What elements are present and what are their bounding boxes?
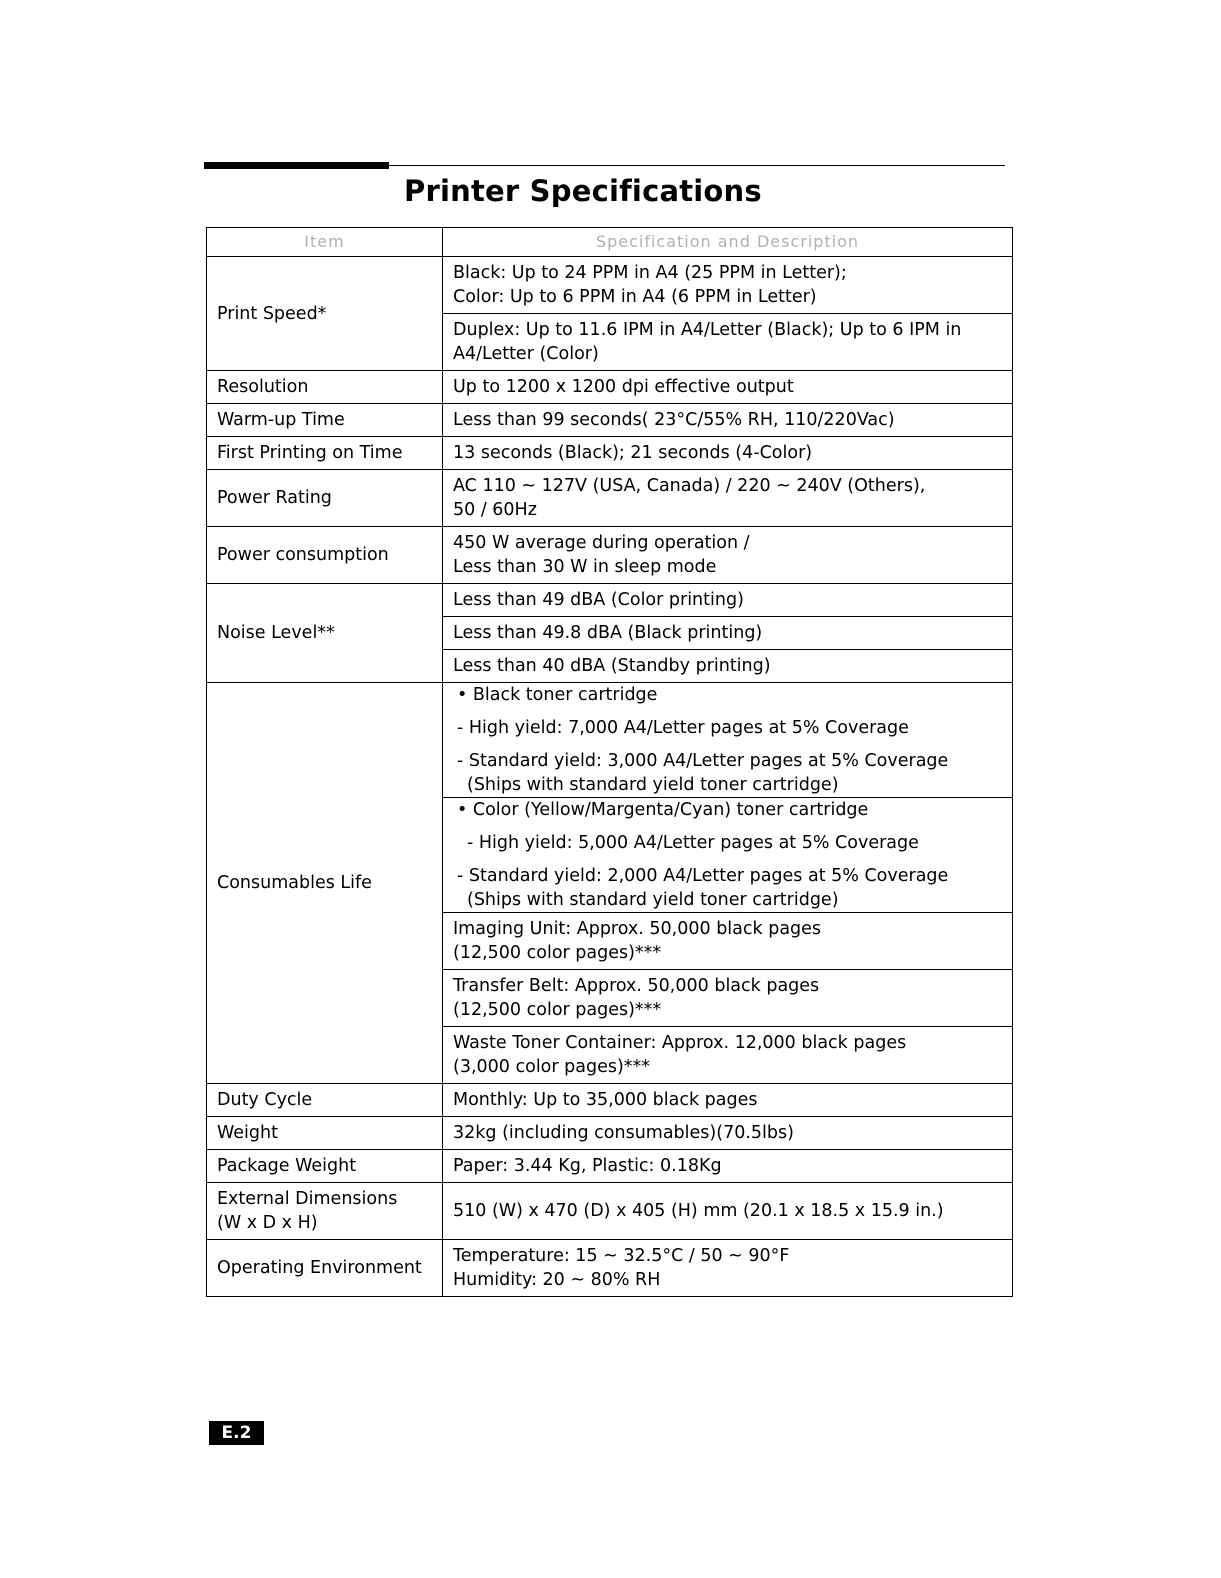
table-row (207, 1150, 1013, 1183)
noise-level-spec-black: Less than 49.8 dBA (Black printing) (443, 617, 1013, 650)
row-label-package-weight: Package Weight (207, 1150, 443, 1183)
row-label-weight: Weight (207, 1117, 443, 1150)
page-title: Printer Specifications (404, 174, 762, 208)
row-label-external-dimensions: External Dimensions (W x D x H) (207, 1183, 443, 1240)
resolution-spec: Up to 1200 x 1200 dpi effective output (443, 371, 1013, 404)
consumables-black-toner: • Black toner cartridge - High yield: 7,000 A4/Letter pages at 5% Coverage - Standard yield: 3,000 A4/Letter pages at 5% Coverage (Ships with standard yield toner cartridge) (443, 683, 1013, 798)
consumables-waste-toner: Waste Toner Container: Approx. 12,000 black pages (3,000 color pages)*** (443, 1027, 1013, 1084)
table-row (207, 1240, 1013, 1297)
table-row (207, 1084, 1013, 1117)
row-label-noise-level: Noise Level** (207, 584, 443, 683)
operating-environment-spec: Temperature: 15 ~ 32.5°C / 50 ~ 90°F Humidity: 20 ~ 80% RH (443, 1240, 1013, 1297)
row-label-print-speed: Print Speed* (207, 257, 443, 371)
table-row (207, 404, 1013, 437)
row-label-first-printing: First Printing on Time (207, 437, 443, 470)
consumables-color-toner: • Color (Yellow/Margenta/Cyan) toner cartridge - High yield: 5,000 A4/Letter pages at 5% Coverage - Standard yield: 2,000 A4/Letter pages at 5% Coverage (Ships with standard yield toner cartridge) (443, 798, 1013, 913)
noise-level-spec-color: Less than 49 dBA (Color printing) (443, 584, 1013, 617)
noise-level-spec-standby: Less than 40 dBA (Standby printing) (443, 650, 1013, 683)
table-row (207, 527, 1013, 584)
row-label-warmup-time: Warm-up Time (207, 404, 443, 437)
warmup-time-spec: Less than 99 seconds( 23°C/55% RH, 110/220Vac) (443, 404, 1013, 437)
row-label-operating-environment: Operating Environment (207, 1240, 443, 1297)
consumables-imaging-unit: Imaging Unit: Approx. 50,000 black pages (12,500 color pages)*** (443, 913, 1013, 970)
table-row (207, 683, 1013, 798)
power-rating-spec: AC 110 ~ 127V (USA, Canada) / 220 ~ 240V (Others), 50 / 60Hz (443, 470, 1013, 527)
header-accent-bar (204, 162, 389, 169)
table-header-row (207, 228, 1013, 257)
package-weight-spec: Paper: 3.44 Kg, Plastic: 0.18Kg (443, 1150, 1013, 1183)
row-label-duty-cycle: Duty Cycle (207, 1084, 443, 1117)
column-header-specification: Specification and Description (443, 228, 1013, 257)
print-speed-spec-2: Duplex: Up to 11.6 IPM in A4/Letter (Black); Up to 6 IPM in A4/Letter (Color) (443, 314, 1013, 371)
external-dimensions-spec: 510 (W) x 470 (D) x 405 (H) mm (20.1 x 18.5 x 15.9 in.) (443, 1183, 1013, 1240)
column-header-item: Item (207, 228, 443, 257)
table-row (207, 584, 1013, 617)
table-row (207, 371, 1013, 404)
table-row (207, 437, 1013, 470)
row-label-resolution: Resolution (207, 371, 443, 404)
first-printing-spec: 13 seconds (Black); 21 seconds (4-Color) (443, 437, 1013, 470)
power-consumption-spec: 450 W average during operation / Less than 30 W in sleep mode (443, 527, 1013, 584)
row-label-power-consumption: Power consumption (207, 527, 443, 584)
consumables-transfer-belt: Transfer Belt: Approx. 50,000 black pages (12,500 color pages)*** (443, 970, 1013, 1027)
table-row (207, 1117, 1013, 1150)
print-speed-spec-1: Black: Up to 24 PPM in A4 (25 PPM in Letter); Color: Up to 6 PPM in A4 (6 PPM in Letter) (443, 257, 1013, 314)
row-label-power-rating: Power Rating (207, 470, 443, 527)
weight-spec: 32kg (including consumables)(70.5lbs) (443, 1117, 1013, 1150)
row-label-consumables-life: Consumables Life (207, 683, 443, 1084)
page-number-badge: E.2 (209, 1421, 264, 1445)
table-row (207, 1183, 1013, 1240)
specifications-table (206, 227, 1013, 1297)
table-row (207, 470, 1013, 527)
table-row (207, 257, 1013, 314)
duty-cycle-spec: Monthly: Up to 35,000 black pages (443, 1084, 1013, 1117)
